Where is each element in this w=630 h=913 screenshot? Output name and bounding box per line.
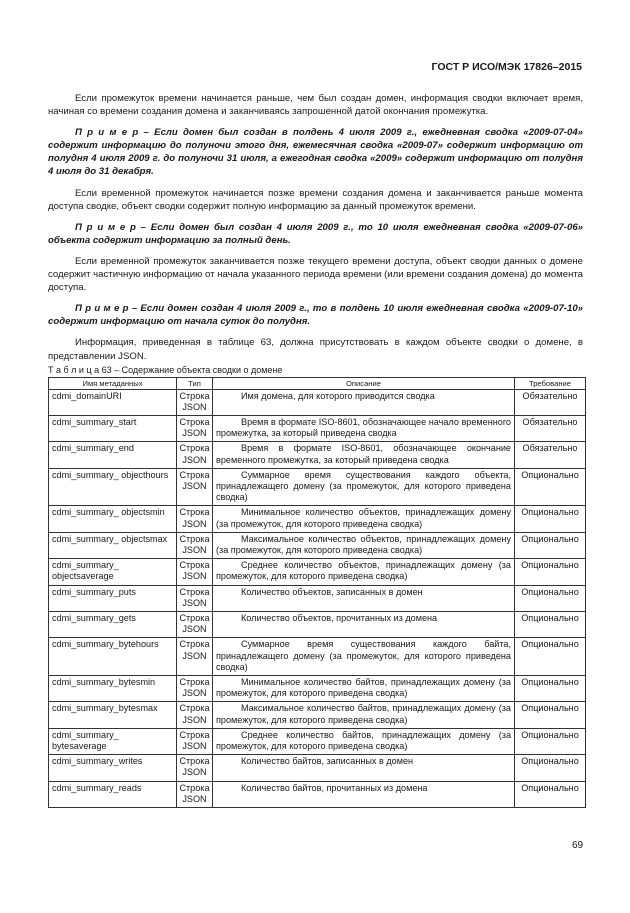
table-row [49,781,586,807]
cell-description: Максимальное количество объектов, принадлежащих домену (за промежуток, для которого приведена сводка) [213,532,515,558]
cell-type: Строка JSON [177,585,213,611]
cell-description: Количество объектов, прочитанных из домена [213,612,515,638]
cell-requirement: Опционально [515,559,586,585]
table-caption: Т а б л и ц а 63 – Содержание объекта сводки о домене [48,364,283,375]
cell-description: Время в формате ISO-8601, обозначающее окончание временного промежутка, за который приведена сводка [213,442,515,468]
cell-description: Суммарное время существования каждого объекта, принадлежащего домену (за промежуток, для которого приведена сводка) [213,468,515,506]
cell-description: Суммарное время существования каждого байта, принадлежащего домену (за промежуток, для которого приведена сводка) [213,638,515,676]
page-number: 69 [572,840,584,851]
cell-requirement: Опционально [515,612,586,638]
cell-metadata-name: cdmi_summary_ objectsmin [49,506,177,532]
cell-type: Строка JSON [177,638,213,676]
table-row [49,755,586,781]
cell-type: Строка JSON [177,442,213,468]
cell-type: Строка JSON [177,506,213,532]
cell-type: Строка JSON [177,702,213,728]
cell-metadata-name: cdmi_summary_bytesmax [49,702,177,728]
body-paragraph: Если временной промежуток заканчивается позже текущего времени доступа, объект сводки данных о домене содержит частичную информацию от начала указанного периода времени (или времени создания домена) до момента доступа. [48,255,583,294]
body-paragraph: Если промежуток времени начинается раньше, чем был создан домен, информация сводки включает время, начиная со времени создания домена и заканчиваясь запрошенной датой окончания промежутка. [48,93,583,118]
cell-description: Количество байтов, записанных в домен [213,755,515,781]
table-row [49,676,586,702]
cell-requirement: Опционально [515,585,586,611]
cell-type: Строка JSON [177,781,213,807]
table-header-row [49,377,586,389]
cell-requirement: Опционально [515,781,586,807]
table-row [49,389,586,415]
example-paragraph: П р и м е р – Если домен был создан 4 июля 2009 г., то 10 июля ежедневная сводка «2009-07-06» объекта содержит информацию за полный день. [48,221,583,246]
cell-metadata-name: cdmi_summary_ objecthours [49,468,177,506]
cell-description: Среднее количество объектов, принадлежащих домену (за промежуток, для которого приведена сводка) [213,559,515,585]
cell-requirement: Опционально [515,728,586,754]
cell-metadata-name: cdmi_summary_bytehours [49,638,177,676]
cell-metadata-name: cdmi_summary_start [49,416,177,442]
cell-requirement: Опционально [515,702,586,728]
body-paragraph: Если временной промежуток начинается позже времени создания домена и заканчивается раньше момента доступа сводке, объект сводки содержит полную информацию за данный промежуток времени. [48,187,583,212]
example-paragraph: П р и м е р – Если домен создан 4 июля 2009 г., то в полдень 10 июля ежедневная сводка «2009-07-10» содержит информацию от начала суток до полудня. [48,303,583,328]
cell-metadata-name: cdmi_summary_reads [49,781,177,807]
table-row [49,506,586,532]
cell-type: Строка JSON [177,416,213,442]
cell-type: Строка JSON [177,532,213,558]
table-body [49,389,586,808]
table-row [49,442,586,468]
table-row [49,468,586,506]
document-header: ГОСТ Р ИСО/МЭК 17826–2015 [431,61,582,73]
cell-description: Среднее количество байтов, принадлежащих домену (за промежуток, для которого приведена сводка) [213,728,515,754]
cell-description: Минимальное количество байтов, принадлежащих домену (за промежуток, для которого приведена сводка) [213,676,515,702]
cell-requirement: Опционально [515,532,586,558]
cell-description: Время в формате ISO-8601, обозначающее начало временного промежутка, за который приведена сводка [213,416,515,442]
cell-type: Строка JSON [177,755,213,781]
cell-requirement: Опционально [515,755,586,781]
cell-description: Количество байтов, прочитанных из домена [213,781,515,807]
cell-metadata-name: cdmi_summary_gets [49,612,177,638]
table-row [49,532,586,558]
body-paragraph: Информация, приведенная в таблице 63, должна присутствовать в каждом объекте сводки о домене, в представлении JSON. [48,337,583,362]
table-row [49,702,586,728]
table-row [49,728,586,754]
cell-metadata-name: cdmi_summary_puts [49,585,177,611]
cell-metadata-name: cdmi_summary_ objectsaverage [49,559,177,585]
cell-description: Максимальное количество байтов, принадлежащих домену (за промежуток, для которого приведена сводка) [213,702,515,728]
cell-metadata-name: cdmi_summary_writes [49,755,177,781]
metadata-table [48,377,586,809]
cell-metadata-name: cdmi_summary_bytesmin [49,676,177,702]
page-content [48,92,583,808]
header-type: Тип [177,377,213,389]
cell-requirement: Обязательно [515,416,586,442]
table-row [49,638,586,676]
cell-requirement: Обязательно [515,442,586,468]
cell-requirement: Опционально [515,468,586,506]
cell-type: Строка JSON [177,612,213,638]
cell-metadata-name: cdmi_summary_ objectsmax [49,532,177,558]
header-requirement: Требование [515,377,586,389]
table-row [49,612,586,638]
table-row [49,559,586,585]
cell-description: Имя домена, для которого приводится сводка [213,389,515,415]
table-row [49,416,586,442]
cell-requirement: Опционально [515,638,586,676]
cell-requirement: Обязательно [515,389,586,415]
header-metadata-name: Имя метаданных [49,377,177,389]
cell-metadata-name: cdmi_summary_end [49,442,177,468]
cell-requirement: Опционально [515,676,586,702]
cell-type: Строка JSON [177,676,213,702]
cell-metadata-name: cdmi_summary_ bytesaverage [49,728,177,754]
cell-type: Строка JSON [177,389,213,415]
cell-type: Строка JSON [177,728,213,754]
cell-type: Строка JSON [177,559,213,585]
cell-type: Строка JSON [177,468,213,506]
cell-metadata-name: cdmi_domainURI [49,389,177,415]
cell-description: Количество объектов, записанных в домен [213,585,515,611]
table-row [49,585,586,611]
example-paragraph: П р и м е р – Если домен был создан в полдень 4 июля 2009 г., ежедневная сводка «2009-07-04» содержит информацию до полуночи этого дня, ежемесячная сводка «2009-07» содержит информацию от полудня 4 июля 2009 г. до полуночи 31 июля, а ежегодная сводка «2009» содержит информацию от полудня 4 июля до 31 декабря. [48,127,583,178]
header-description: Описание [213,377,515,389]
cell-description: Минимальное количество объектов, принадлежащих домену (за промежуток, для которого приведена сводка) [213,506,515,532]
cell-requirement: Опционально [515,506,586,532]
